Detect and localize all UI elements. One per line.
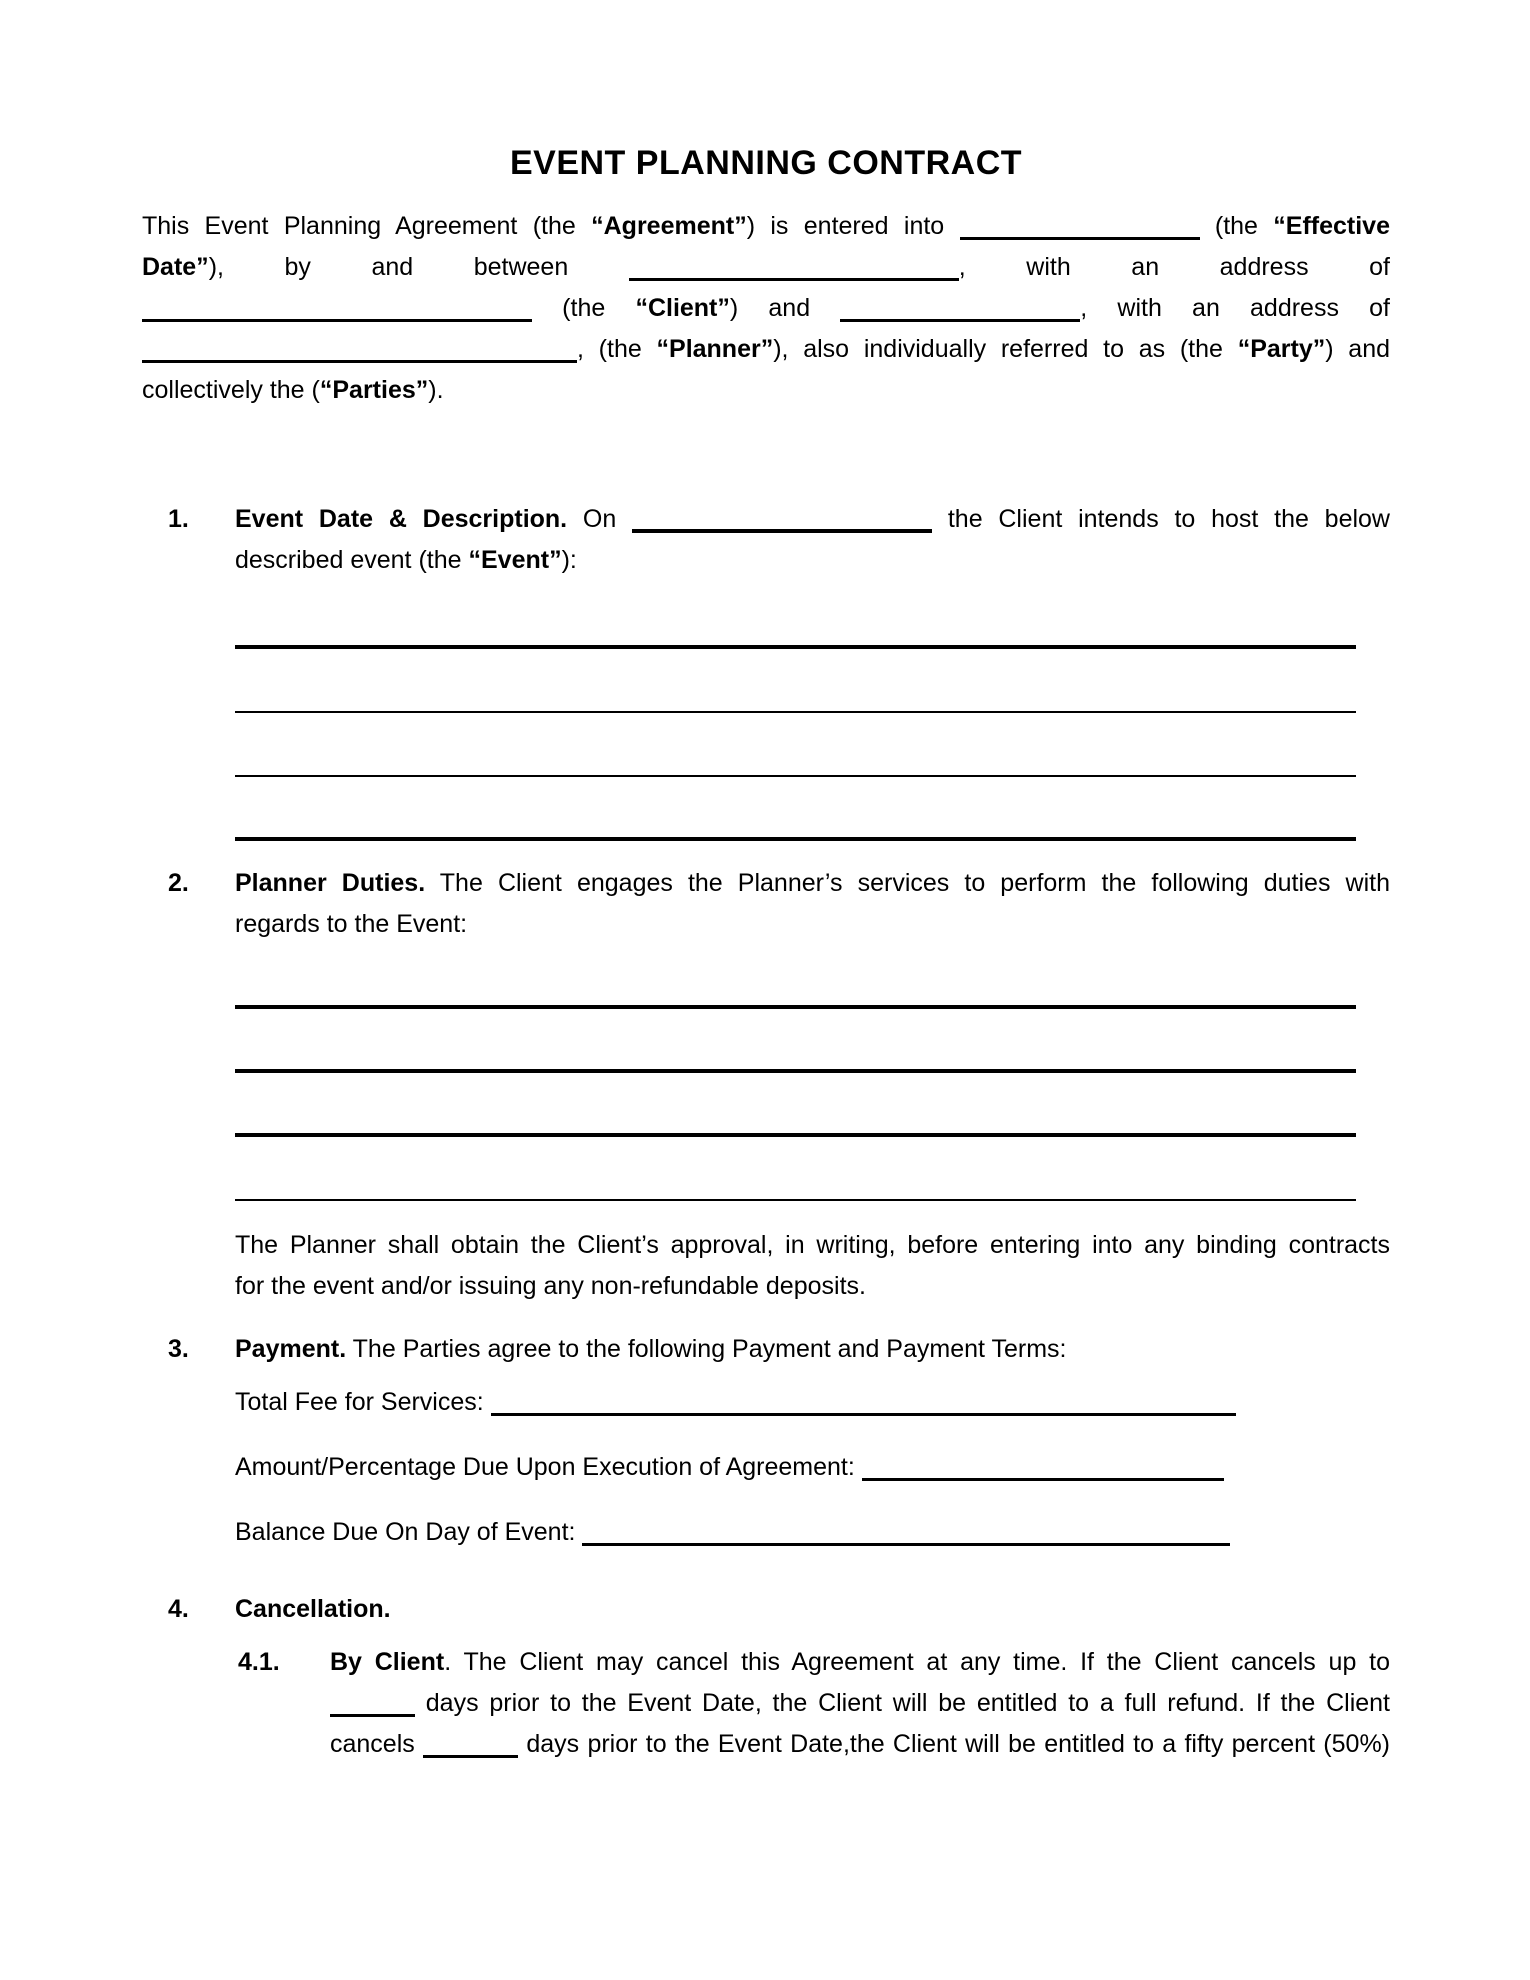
intro-line-2: Date”), by and between , with an address of: [142, 253, 1390, 281]
payment-field-balance-due: Balance Due On Day of Event:: [235, 1500, 1390, 1565]
planner-name-blank[interactable]: [840, 318, 1080, 322]
bold-defined-term: “Event”: [468, 546, 562, 574]
half-refund-days-blank[interactable]: [423, 1754, 518, 1758]
bold-defined-term: Cancellation.: [235, 1595, 391, 1623]
bold-defined-term: By Client: [330, 1648, 445, 1676]
subsection-4-1-line-3: cancels days prior to the Event Date,the Client will be entitled to a fifty percent (50%): [330, 1730, 1390, 1758]
bold-defined-term: “Effective: [1273, 212, 1390, 240]
intro-line-3: (the “Client”) and , with an address of: [142, 288, 1390, 329]
subsection-4-1-number: 4.1.: [238, 1648, 280, 1676]
deposit-amount-blank[interactable]: [862, 1477, 1224, 1481]
effective-date-blank[interactable]: [960, 236, 1200, 240]
write-in-line[interactable]: [235, 649, 1356, 713]
bold-defined-term: Event Date & Description.: [235, 505, 568, 533]
intro-line-4: , (the “Planner”), also individually referred to as (the “Party”) and: [142, 329, 1390, 370]
balance-due-blank[interactable]: [582, 1542, 1230, 1546]
contract-document: [142, 140, 1390, 1765]
section-2-heading-line-1: Planner Duties. The Client engages the Planner’s services to perform the following duties with: [235, 869, 1390, 897]
bold-defined-term: “Client”: [635, 294, 730, 322]
section-3-heading-line-1: Payment. The Parties agree to the following Payment and Payment Terms:: [235, 1335, 1067, 1363]
section-3-number: 3.: [168, 1335, 189, 1363]
intro-line-5: collectively the (“Parties”).: [142, 376, 444, 404]
write-in-line[interactable]: [235, 1009, 1356, 1073]
section-1-heading-line-2: described event (the “Event”):: [235, 546, 577, 574]
planner-approval-note: [235, 1225, 1390, 1307]
payment-field-total-fee: Total Fee for Services:: [235, 1370, 1390, 1435]
section-payment: [168, 1329, 1390, 1370]
intro-line-1: This Event Planning Agreement (the “Agreement”) is entered into (the “Effective: [142, 212, 1390, 240]
section-4-heading-line-1: [235, 1589, 1390, 1630]
bold-defined-term: “Planner”: [656, 335, 774, 363]
write-in-line[interactable]: [235, 1137, 1356, 1201]
write-in-line[interactable]: [235, 1073, 1356, 1137]
write-in-line[interactable]: [235, 777, 1356, 841]
section-4-number: 4.: [168, 1595, 189, 1623]
approval-note-line-1: The Planner shall obtain the Client’s approval, in writing, before entering into any binding contracts: [235, 1231, 1390, 1259]
section-1-number: 1.: [168, 505, 189, 533]
section-3-body: [235, 1329, 1390, 1370]
write-in-line[interactable]: [235, 713, 1356, 777]
section-1-heading-line-1: Event Date & Description. On the Client intends to host the below: [235, 505, 1390, 533]
bold-defined-term: Date”: [142, 253, 209, 281]
client-name-blank[interactable]: [629, 277, 959, 281]
client-address-blank[interactable]: [142, 318, 532, 322]
total-fee-blank[interactable]: [491, 1412, 1236, 1416]
section-2-number: 2.: [168, 869, 189, 897]
write-in-line[interactable]: [235, 945, 1356, 1009]
approval-note-line-2: for the event and/or issuing any non-refundable deposits.: [235, 1272, 866, 1300]
bold-defined-term: Planner Duties.: [235, 869, 426, 897]
bold-defined-term: “Parties”: [319, 376, 429, 404]
intro-paragraph: [142, 206, 1390, 411]
section-4-body: [235, 1589, 1390, 1630]
document-title: EVENT PLANNING CONTRACT: [509, 144, 1023, 182]
section-1-body: [235, 499, 1390, 581]
payment-field-deposit: Amount/Percentage Due Upon Execution of Agreement:: [235, 1435, 1390, 1500]
subsection-4-1-body: [330, 1642, 1390, 1765]
full-refund-days-blank[interactable]: [330, 1713, 415, 1717]
subsection-4-1-line-1: By Client. The Client may cancel this Agreement at any time. If the Client cancels up to: [330, 1648, 1390, 1676]
event-date-blank[interactable]: [632, 528, 932, 533]
planner-duties-write-in-area: [235, 945, 1356, 1201]
subsection-by-client: [238, 1642, 1390, 1765]
section-2-heading-line-2: regards to the Event:: [235, 910, 468, 938]
section-cancellation: [168, 1589, 1390, 1630]
event-description-write-in-area: [235, 585, 1356, 841]
bold-defined-term: “Party”: [1237, 335, 1326, 363]
section-event-date-description: [168, 499, 1390, 581]
bold-defined-term: Payment.: [235, 1335, 347, 1363]
payment-fields: [235, 1370, 1390, 1565]
subsection-4-1-line-2: days prior to the Event Date, the Client will be entitled to a full refund. If the Client: [330, 1683, 1390, 1724]
planner-address-blank[interactable]: [142, 359, 577, 363]
write-in-line[interactable]: [235, 585, 1356, 649]
bold-defined-term: “Agreement”: [591, 212, 747, 240]
section-planner-duties: [168, 863, 1390, 945]
section-2-body: [235, 863, 1390, 945]
